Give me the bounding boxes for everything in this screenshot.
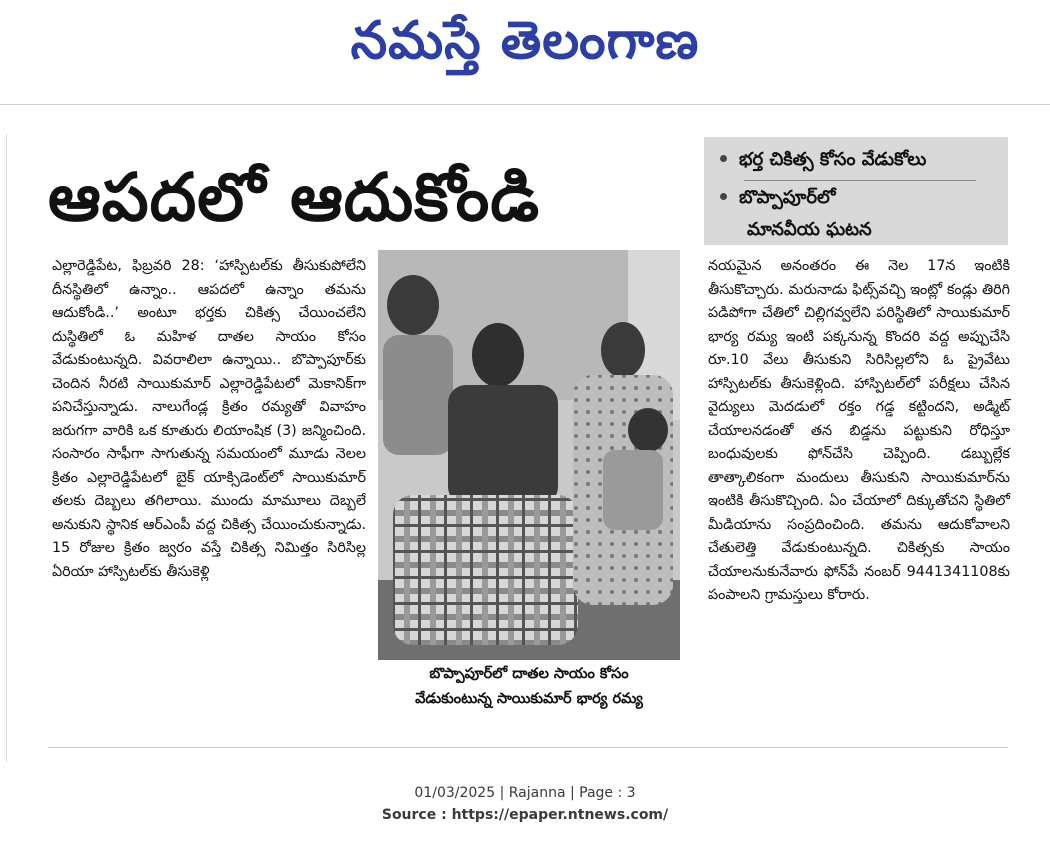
highlight-1-text: భర్త చికిత్స కోసం వేడుకోలు bbox=[739, 149, 927, 170]
family-photo-illustration bbox=[378, 250, 680, 660]
footer-source-link[interactable]: Source : https://epaper.ntnews.com/ bbox=[381, 807, 669, 823]
highlight-2-line2: మానవీయ ఘటన bbox=[747, 219, 872, 240]
clip-left-border bbox=[6, 134, 7, 762]
photo-caption-line-1: బొప్పాపూర్‌లో దాతల సాయం కోసం bbox=[429, 666, 629, 682]
masthead bbox=[0, 0, 1050, 104]
highlight-2-line1: బొప్పాపూర్‌లో bbox=[739, 187, 836, 208]
article-column-1 bbox=[52, 255, 366, 584]
highlight-divider bbox=[744, 180, 976, 181]
footer-meta: 01/03/2025 | Rajanna | Page : 3 bbox=[414, 785, 636, 801]
photo-caption-line-2: వేడుకుంటున్న సాయికుమార్ భార్య రమ్య bbox=[415, 691, 643, 707]
highlights-box bbox=[704, 137, 1008, 245]
clip-bottom-divider bbox=[48, 747, 1008, 748]
photo-caption bbox=[378, 662, 680, 712]
article-headline: ఆపదలో ఆదుకోండి bbox=[48, 159, 541, 236]
bullet-icon bbox=[720, 155, 727, 162]
article-column-3 bbox=[708, 255, 1010, 608]
highlight-2 bbox=[720, 187, 836, 212]
page-footer bbox=[0, 782, 1050, 826]
column-1-text: ఎల్లారెడ్డిపేట, ఫిబ్రవరి 28: ‘హాస్పిటల్‌కు తీసుకుపోలేని దీనస్థితిలో ఉన్నాం.. ఆపదలో ఉన్నాం తమను ఆదుకోండి..’ అంటూ భర్తకు చికిత్స చేయించలేని దుస్థితిలో ఓ మహిళ దాతల సాయం కోసం వేడుకుంటున్నది. వివరాలిలా ఉన్నాయి.. బొప్పాపూర్‌కు చెందిన నీరటి సాయికుమార్ ఎల్లారెడ్డిపేటలో మెకానిక్‌గా పనిచేస్తున్నాడు. నాలుగేండ్ల క్రితం రమ్యతో వివాహం జరుగగా వారికి ఒక కూతురు లియాంషిక (3) జన్మించింది. సంసారం సాఫీగా సాగుతున్న సమయంలో మూడు నెలల క్రితం ఎల్లారెడ్డిపేటలో బైక్ యాక్సిడెంట్‌లో సాయికుమార్ తలకు దెబ్బలు తగిలాయి. ముందు మామూలు దెబ్బలే అనుకుని స్థానిక ఆర్‌ఎంపీ వద్ద చికిత్స చేయించుకున్నాడు. 15 రోజుల క్రితం జ్వరం వస్తే చికిత్స నిమిత్తం సిరిసిల్ల ఏరియా హాస్పిటల్‌కు తీసుకెళ్లి bbox=[52, 258, 366, 580]
column-3-text: నయమైన అనంతరం ఈ నెల 17న ఇంటికి తీసుకొచ్చారు. మరునాడు ఫిట్స్‌వచ్చి ఇంట్లో కండ్లు తిరిగి పడిపోగా చేతిలో చిల్లిగవ్వలేని పరిస్థితిలో సాయికుమార్ భార్య రమ్య ఇంటి పక్కనున్న కొందరి వద్ద అప్పుచేసి రూ.10 వేలు తీసుకుని సిరిసిల్లలోని ఓ ప్రైవేటు హాస్పిటల్‌కు తీసుకెళ్లింది. హాస్పిటల్‌లో పరీక్షలు చేసిన వైద్యులు మెదడులో రక్తం గడ్డ కట్టిందని, అడ్మిట్ చేయాలనడంతో తన బిడ్డను పట్టుకుని రోధిస్తూ బంధువులకు ఫోన్‌చేసి చెప్పింది. డబ్బుల్లేక తాత్కాలికంగా మందులు తీసుకుని సాయికుమార్‌ను ఇంటికి తీసుకొచ్చింది. ఏం చేయాలో దిక్కుతోచని స్థితిలో మీడియాను సంప్రదించింది. తమను ఆదుకోవాలని చేతులెత్తి వేడుకుంటున్నది. చికిత్సకు సాయం చేయాలనుకునేవారు ఫోన్‌పే నంబర్ 9441341108కు పంపాలని గ్రామస్తులు కోరారు. bbox=[708, 258, 1010, 603]
masthead-divider bbox=[0, 104, 1050, 105]
highlight-1 bbox=[720, 149, 926, 174]
bullet-icon bbox=[720, 193, 727, 200]
article-photo bbox=[378, 250, 680, 660]
newspaper-logo: నమస్తే తెలంగాణ bbox=[350, 11, 700, 71]
